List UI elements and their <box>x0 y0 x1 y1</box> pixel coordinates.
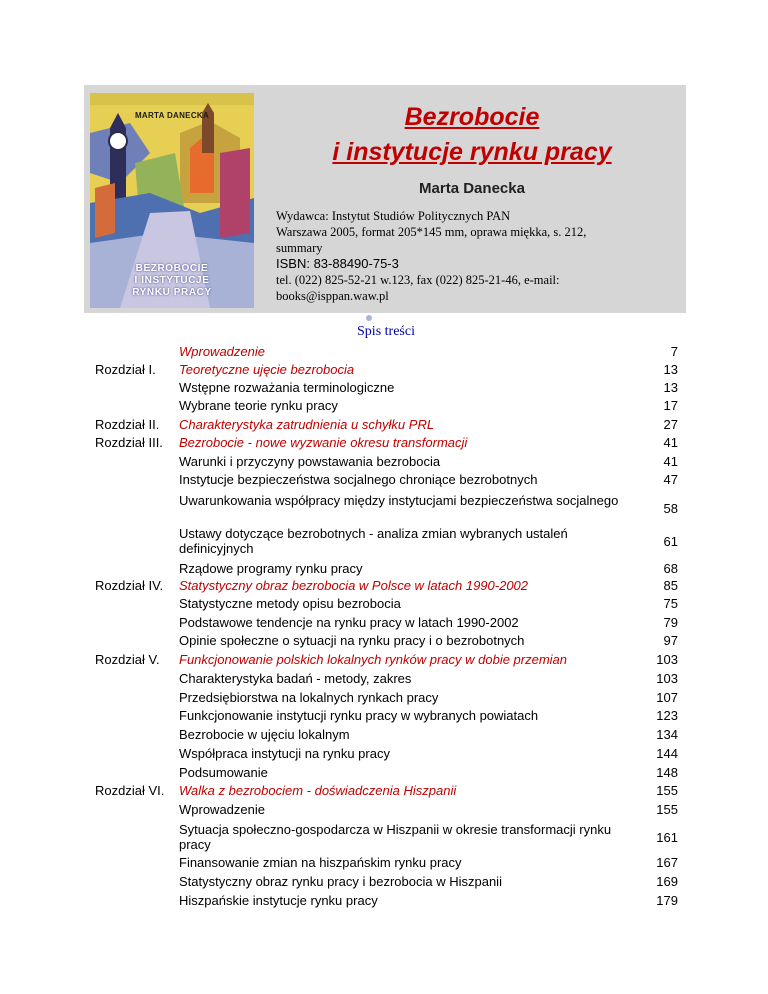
toc-entry-title: Opinie społeczne o sytuacji na rynku pracy i o bezrobotnych <box>179 633 525 648</box>
toc-page-number: 27 <box>663 417 678 432</box>
toc-page-number: 68 <box>663 561 678 576</box>
toc-entry-title: Podstawowe tendencje na rynku pracy w latach 1990-2002 <box>179 615 519 630</box>
toc-page-number: 103 <box>656 652 678 667</box>
toc-page-number: 41 <box>663 435 678 450</box>
toc-entry-title: Statystyczne metody opisu bezrobocia <box>179 596 401 611</box>
toc-page-number: 167 <box>656 855 678 870</box>
toc-page-number: 47 <box>663 472 678 487</box>
toc-entry-title: Charakterystyka zatrudnienia u schyłku PRL <box>179 417 435 432</box>
publisher-details: Warszawa 2005, format 205*145 mm, oprawa miękka, s. 212, <box>276 225 587 239</box>
toc-page-number: 7 <box>670 344 678 359</box>
toc-entry-title: Statystyczny obraz bezrobocia w Polsce w latach 1990-2002 <box>179 578 529 593</box>
toc-entry-title: Wstępne rozważania terminologiczne <box>179 380 395 395</box>
toc-page-number: 103 <box>656 671 678 686</box>
toc-page-number: 61 <box>663 534 678 549</box>
toc-page-number: 161 <box>656 830 678 845</box>
toc-page-number: 169 <box>656 874 678 889</box>
publisher-line: Wydawca: Instytut Studiów Politycznych PAN <box>276 209 511 223</box>
cover-title-line: BEZROBOCIE <box>135 263 209 274</box>
toc-chapter-label: Rozdział IV. <box>95 578 164 593</box>
toc-entry-title: Wprowadzenie <box>179 344 265 359</box>
toc-entry-title: Sytuacja społeczno-gospodarcza w Hiszpanii w okresie transformacji rynku pracy <box>179 822 612 852</box>
toc-page-number: 155 <box>656 783 678 798</box>
toc-entry-title: Finansowanie zmian na hiszpańskim rynku pracy <box>179 855 462 870</box>
cover-title-line: I INSTYTUCJE <box>134 275 210 286</box>
contact-email[interactable]: books@isppan.waw.pl <box>276 289 389 303</box>
toc-entry-title: Wprowadzenie <box>179 802 265 817</box>
toc-page-number: 13 <box>663 380 678 395</box>
toc-page-number: 134 <box>656 727 678 742</box>
toc-page-number: 75 <box>663 596 678 611</box>
toc-entry-title: Bezrobocie w ujęciu lokalnym <box>179 727 350 742</box>
toc-entry-title: Charakterystyka badań - metody, zakres <box>179 671 412 686</box>
toc-entry-title: Warunki i przyczyny powstawania bezrobocia <box>179 454 441 469</box>
toc-entry-title: Teoretyczne ujęcie bezrobocia <box>179 362 355 377</box>
toc-entry-title: Ustawy dotyczące bezrobotnych - analiza zmian wybranych ustaleń definicyjnych <box>179 526 568 556</box>
toc-page-number: 79 <box>663 615 678 630</box>
toc-page-number: 123 <box>656 708 678 723</box>
toc-heading: Spis treści <box>357 324 415 339</box>
toc-page-number: 17 <box>663 398 678 413</box>
toc-entry-title: Przedsiębiorstwa na lokalnych rynkach pracy <box>179 690 439 705</box>
book-author: Marta Danecka <box>419 180 525 197</box>
toc-page-number: 97 <box>663 633 678 648</box>
toc-entry-title: Funkcjonowanie instytucji rynku pracy w wybranych powiatach <box>179 708 539 723</box>
toc-entry-title: Statystyczny obraz rynku pracy i bezrobocia w Hiszpanii <box>179 874 502 889</box>
bullet-icon <box>366 315 372 321</box>
toc-page-number: 155 <box>656 802 678 817</box>
toc-chapter-label: Rozdział VI. <box>95 783 165 798</box>
toc-entry-title: Wybrane teorie rynku pracy <box>179 398 338 413</box>
toc-entry-title: Funkcjonowanie polskich lokalnych rynków pracy w dobie przemian <box>179 652 568 667</box>
toc-page-number: 107 <box>656 690 678 705</box>
book-title-line2: i instytucje rynku pracy <box>332 138 612 166</box>
contact-line: tel. (022) 825-52-21 w.123, fax (022) 825-21-46, e-mail: <box>276 273 560 287</box>
cover-title-line: RYNKU PRACY <box>132 287 212 298</box>
toc-entry-title: Uwarunkowania współpracy między instytucjami bezpieczeństwa socjalnego <box>179 493 619 508</box>
toc-chapter-label: Rozdział II. <box>95 417 160 432</box>
toc-page-number: 179 <box>656 893 678 908</box>
toc-entry-title: Instytucje bezpieczeństwa socjalnego chroniące bezrobotnych <box>179 472 538 487</box>
toc-entry-title: Podsumowanie <box>179 765 268 780</box>
toc-entry-title: Rządowe programy rynku pracy <box>179 561 363 576</box>
publisher-summary: summary <box>276 241 323 255</box>
toc-entry-title: Walka z bezrobociem - doświadczenia Hiszpanii <box>179 783 457 798</box>
toc-page-number: 13 <box>663 362 678 377</box>
toc-entry-title: Bezrobocie - nowe wyzwanie okresu transformacji <box>179 435 468 450</box>
toc-chapter-label: Rozdział V. <box>95 652 160 667</box>
isbn: ISBN: 83-88490-75-3 <box>276 256 399 271</box>
toc-page-number: 148 <box>656 765 678 780</box>
toc-page-number: 144 <box>656 746 678 761</box>
toc-page-number: 41 <box>663 454 678 469</box>
toc-page-number: 58 <box>663 501 678 516</box>
cover-author: MARTA DANECKA <box>134 111 210 120</box>
book-title-line1: Bezrobocie <box>404 103 540 131</box>
toc-page-number: 85 <box>663 578 678 593</box>
book-cover-image <box>90 93 254 308</box>
cover-title <box>90 263 254 299</box>
toc-entry-title: Współpraca instytucji na rynku pracy <box>179 746 390 761</box>
toc-entry-title: Hiszpańskie instytucje rynku pracy <box>179 893 378 908</box>
toc-chapter-label: Rozdział I. <box>95 362 156 377</box>
toc-chapter-label: Rozdział III. <box>95 435 163 450</box>
